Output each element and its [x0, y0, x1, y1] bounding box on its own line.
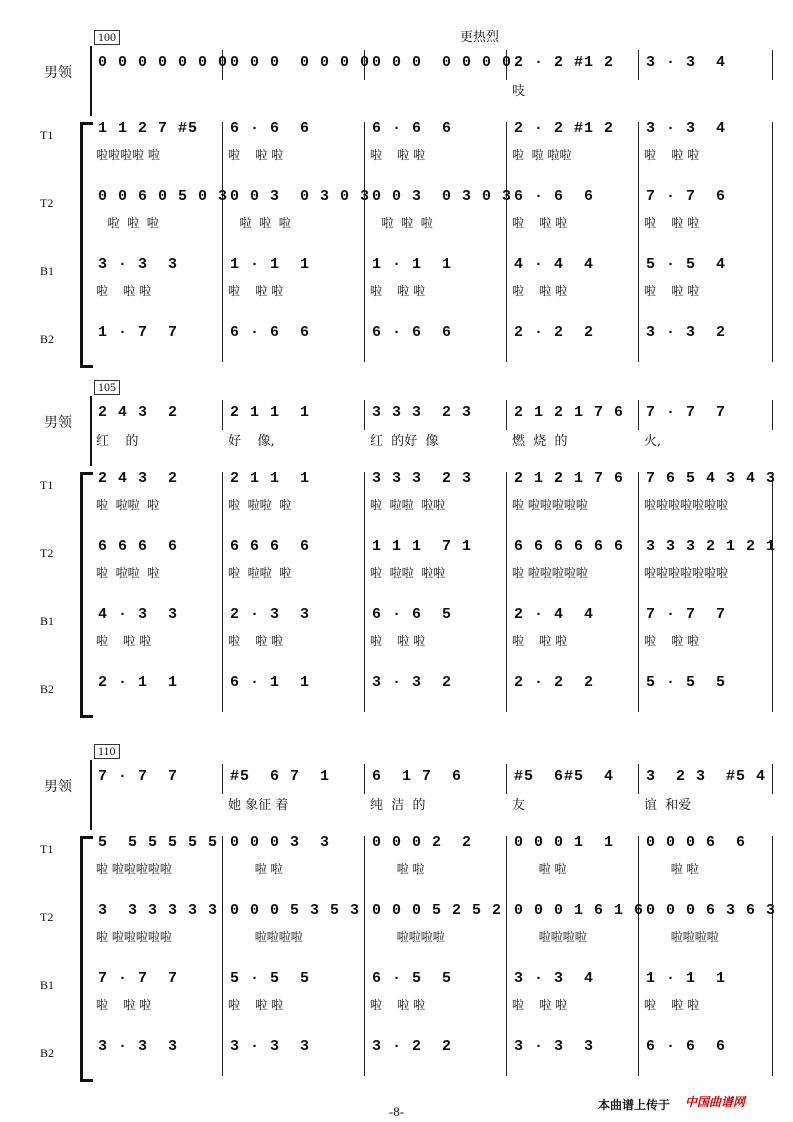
barline	[772, 122, 773, 362]
part-label-t2: T2	[40, 546, 54, 560]
lyric-line: 啦 啦	[644, 862, 699, 876]
jianpu-notes: 0 0 0 1 1	[514, 834, 615, 851]
jianpu-notes: 5 · 5 5	[646, 674, 727, 691]
part-label-lead: 男领	[44, 66, 72, 81]
jianpu-notes: 0 0 3 0 3 0 3	[230, 188, 371, 205]
lyric-line: 啦 啦 啦	[228, 284, 284, 298]
barline	[364, 400, 365, 430]
barline	[222, 764, 223, 794]
lyric-line: 啦 啦啦啦啦啦	[96, 930, 172, 944]
part-label-b1: B1	[40, 264, 55, 278]
choir-bracket	[80, 472, 93, 718]
jianpu-notes: 0 0 0 0 0 0 0	[230, 54, 371, 71]
lyric-line: 红 的好 像	[370, 434, 439, 449]
jianpu-notes: 1 · 7 7	[98, 324, 179, 341]
choir-bracket	[80, 836, 93, 1082]
barline	[772, 50, 773, 80]
barline	[772, 836, 773, 1076]
jianpu-notes: 7 · 7 7	[646, 404, 727, 421]
part-label-b1: B1	[40, 614, 55, 628]
lyric-line: 啦 啦 啦	[228, 634, 284, 648]
lyric-line: 啦 啦 啦	[370, 284, 426, 298]
jianpu-notes: 0 0 0 5 3 5 3	[230, 902, 361, 919]
barline	[638, 50, 639, 80]
lyric-line: 谊 和爱	[644, 798, 692, 813]
jianpu-notes: 6 1 7 6	[372, 768, 463, 785]
jianpu-notes: 2 · 4 4	[514, 606, 595, 623]
lyric-line: 啦啦啦啦	[644, 930, 719, 944]
measure-number: 100	[94, 30, 120, 45]
barline	[364, 764, 365, 794]
part-label-b2: B2	[40, 1046, 55, 1060]
lyric-line: 啦 啦 啦	[96, 284, 152, 298]
jianpu-notes: 0 0 0 6 6	[646, 834, 747, 851]
lyric-line: 吱	[512, 84, 526, 99]
lyric-line: 啦 啦 啦	[96, 216, 159, 230]
lyric-line: 她 象征 着	[228, 798, 289, 813]
jianpu-notes: 0 0 0 5 2 5 2	[372, 902, 503, 919]
upload-credit: 本曲谱上传于	[598, 1098, 671, 1112]
lyric-line: 啦 啦 啦啦	[512, 148, 572, 162]
lyric-line: 啦 啦啦 啦	[96, 566, 160, 580]
jianpu-notes: 6 · 6 6	[372, 324, 453, 341]
jianpu-notes: 3 2 3 #5 4	[646, 768, 767, 785]
lyric-line: 啦啦啦啦	[228, 930, 303, 944]
lyric-line: 啦 啦 啦	[512, 284, 568, 298]
lyric-line: 啦啦啦啦啦啦啦	[644, 498, 729, 512]
jianpu-notes: 6 · 1 1	[230, 674, 311, 691]
jianpu-notes: 2 · 1 1	[98, 674, 179, 691]
jianpu-notes: 6 · 6 6	[372, 120, 453, 137]
jianpu-notes: 6 6 6 6	[230, 538, 311, 555]
lyric-line: 啦 啦啦啦啦啦	[512, 566, 588, 580]
barline	[364, 472, 365, 712]
lyric-line: 啦 啦 啦	[644, 998, 700, 1012]
lyric-line: 红 的	[96, 434, 139, 449]
lyric-line: 啦 啦 啦	[644, 284, 700, 298]
lyric-line: 啦 啦 啦	[512, 998, 568, 1012]
barline	[772, 764, 773, 794]
system-start-line	[90, 760, 92, 830]
jianpu-notes: 1 · 1 1	[646, 970, 727, 987]
lyric-line: 纯 洁 的	[370, 798, 426, 813]
lyric-line: 啦 啦 啦	[512, 634, 568, 648]
jianpu-notes: 3 · 2 2	[372, 1038, 453, 1055]
part-label-t2: T2	[40, 196, 54, 210]
jianpu-notes: 6 6 6 6	[98, 538, 179, 555]
lyric-line: 啦 啦 啦	[370, 634, 426, 648]
lyric-line: 啦 啦 啦	[96, 634, 152, 648]
barline	[772, 400, 773, 430]
measure-number: 110	[94, 744, 120, 759]
system-start-line	[90, 396, 92, 466]
jianpu-notes: 5 · 5 4	[646, 256, 727, 273]
jianpu-notes: 3 · 3 4	[514, 970, 595, 987]
lyric-line: 啦 啦 啦	[370, 148, 426, 162]
jianpu-notes: 3 · 3 3	[514, 1038, 595, 1055]
jianpu-notes: 0 0 0 3 3	[230, 834, 331, 851]
jianpu-notes: #5 6 7 1	[230, 768, 331, 785]
jianpu-notes: 3 · 3 2	[372, 674, 453, 691]
barline	[638, 472, 639, 712]
jianpu-notes: 3 · 3 2	[646, 324, 727, 341]
jianpu-notes: 6 · 6 6	[230, 120, 311, 137]
jianpu-notes: 2 · 2 2	[514, 674, 595, 691]
choir-bracket	[80, 122, 93, 368]
lyric-line: 啦啦啦啦 啦	[96, 148, 160, 162]
lyric-line: 啦 啦啦啦啦啦	[96, 862, 172, 876]
lyric-line: 友	[512, 798, 526, 813]
jianpu-notes: 2 1 2 1 7 6	[514, 404, 625, 421]
jianpu-notes: 1 · 1 1	[372, 256, 453, 273]
jianpu-notes: 3 · 3 3	[98, 256, 179, 273]
lyric-line: 啦 啦啦 啦	[96, 498, 160, 512]
lyric-line: 啦 啦 啦	[644, 216, 700, 230]
barline	[222, 472, 223, 712]
lyric-line: 啦 啦 啦	[370, 216, 433, 230]
jianpu-notes: 7 6 5 4 3 4 3	[646, 470, 777, 487]
barline	[364, 122, 365, 362]
barline	[638, 400, 639, 430]
part-label-t2: T2	[40, 910, 54, 924]
barline	[772, 472, 773, 712]
tempo-direction: 更热烈	[460, 30, 500, 45]
jianpu-notes: 3 · 3 4	[646, 54, 727, 71]
jianpu-notes: 6 · 6 5	[372, 606, 453, 623]
barline	[506, 400, 507, 430]
lyric-line: 啦 啦 啦	[370, 998, 426, 1012]
page-number: -8-	[388, 1104, 405, 1119]
jianpu-notes: 0 0 3 0 3 0 3	[372, 188, 513, 205]
lyric-line: 啦 啦 啦	[228, 148, 284, 162]
jianpu-notes: 1 1 1 7 1	[372, 538, 473, 555]
barline	[638, 764, 639, 794]
lyric-line: 啦 啦 啦	[644, 634, 700, 648]
lyric-line: 燃 烧 的	[512, 434, 568, 449]
part-label-b2: B2	[40, 332, 55, 346]
jianpu-notes: 7 · 7 6	[646, 188, 727, 205]
jianpu-notes: 2 · 3 3	[230, 606, 311, 623]
lyric-line: 啦 啦	[228, 862, 283, 876]
system-start-line	[90, 46, 92, 116]
barline	[222, 122, 223, 362]
jianpu-notes: 0 0 0 2 2	[372, 834, 473, 851]
lyric-line: 火,	[644, 434, 662, 449]
lyric-line: 啦 啦啦 啦	[228, 498, 292, 512]
jianpu-notes: 0 0 0 0 0 0 0	[98, 54, 229, 71]
barline	[638, 122, 639, 362]
jianpu-notes: 3 · 3 4	[646, 120, 727, 137]
jianpu-notes: 7 · 7 7	[646, 606, 727, 623]
jianpu-notes: 2 4 3 2	[98, 470, 179, 487]
barline	[506, 764, 507, 794]
part-label-t1: T1	[40, 478, 54, 492]
jianpu-notes: 3 3 3 2 3	[372, 470, 473, 487]
jianpu-notes: 1 1 2 7 #5	[98, 120, 199, 137]
barline	[222, 836, 223, 1076]
part-label-t1: T1	[40, 128, 54, 142]
jianpu-notes: 6 · 6 6	[646, 1038, 727, 1055]
jianpu-notes: 3 3 3 3 3 3	[98, 902, 219, 919]
barline	[364, 836, 365, 1076]
lyric-line: 啦 啦 啦	[644, 148, 700, 162]
lyric-line: 啦 啦 啦	[228, 216, 291, 230]
jianpu-notes: 6 · 5 5	[372, 970, 453, 987]
jianpu-notes: 7 · 7 7	[98, 768, 179, 785]
lyric-line: 啦啦啦啦	[512, 930, 587, 944]
jianpu-notes: 2 1 1 1	[230, 404, 311, 421]
barline	[222, 400, 223, 430]
lyric-line: 啦 啦 啦	[228, 998, 284, 1012]
barline	[506, 836, 507, 1076]
part-label-t1: T1	[40, 842, 54, 856]
lyric-line: 啦 啦	[370, 862, 425, 876]
barline	[506, 122, 507, 362]
lyric-line: 好 像,	[228, 434, 275, 449]
barline	[638, 836, 639, 1076]
jianpu-notes: 2 · 2 #1 2	[514, 54, 615, 71]
jianpu-notes: 3 3 3 2 3	[372, 404, 473, 421]
jianpu-notes: 3 · 3 3	[98, 1038, 179, 1055]
jianpu-notes: 5 · 5 5	[230, 970, 311, 987]
jianpu-notes: 7 · 7 7	[98, 970, 179, 987]
lyric-line: 啦 啦啦 啦	[228, 566, 292, 580]
part-label-b1: B1	[40, 978, 55, 992]
jianpu-notes: 2 · 2 #1 2	[514, 120, 615, 137]
lyric-line: 啦 啦啦 啦啦	[370, 566, 446, 580]
jianpu-notes: 6 6 6 6 6 6	[514, 538, 625, 555]
lyric-line: 啦啦啦啦啦啦啦	[644, 566, 729, 580]
jianpu-notes: 0 0 6 0 5 0 3	[98, 188, 229, 205]
jianpu-notes: 5 5 5 5 5 5	[98, 834, 219, 851]
lyric-line: 啦 啦	[512, 862, 567, 876]
site-logo: 中国曲谱网	[685, 1095, 746, 1109]
jianpu-notes: 6 · 6 6	[514, 188, 595, 205]
jianpu-notes: 1 · 1 1	[230, 256, 311, 273]
lyric-line: 啦啦啦啦	[370, 930, 445, 944]
jianpu-notes: 3 · 3 3	[230, 1038, 311, 1055]
jianpu-notes: 2 1 1 1	[230, 470, 311, 487]
lyric-line: 啦 啦啦 啦啦	[370, 498, 446, 512]
measure-number: 105	[94, 380, 120, 395]
jianpu-notes: 0 0 0 1 6 1 6	[514, 902, 645, 919]
part-label-lead: 男领	[44, 780, 72, 795]
jianpu-notes: 2 · 2 2	[514, 324, 595, 341]
lyric-line: 啦 啦 啦	[96, 998, 152, 1012]
lyric-line: 啦 啦啦啦啦啦	[512, 498, 588, 512]
jianpu-notes: 6 · 6 6	[230, 324, 311, 341]
part-label-lead: 男领	[44, 416, 72, 431]
barline	[506, 472, 507, 712]
jianpu-notes: 3 3 3 2 1 2 1	[646, 538, 777, 555]
jianpu-notes: 4 · 4 4	[514, 256, 595, 273]
jianpu-notes: #5 6#5 4	[514, 768, 615, 785]
jianpu-notes: 2 1 2 1 7 6	[514, 470, 625, 487]
jianpu-notes: 2 4 3 2	[98, 404, 179, 421]
jianpu-notes: 4 · 3 3	[98, 606, 179, 623]
jianpu-notes: 0 0 0 0 0 0 0	[372, 54, 513, 71]
jianpu-notes: 0 0 0 6 3 6 3	[646, 902, 777, 919]
lyric-line: 啦 啦 啦	[512, 216, 568, 230]
part-label-b2: B2	[40, 682, 55, 696]
